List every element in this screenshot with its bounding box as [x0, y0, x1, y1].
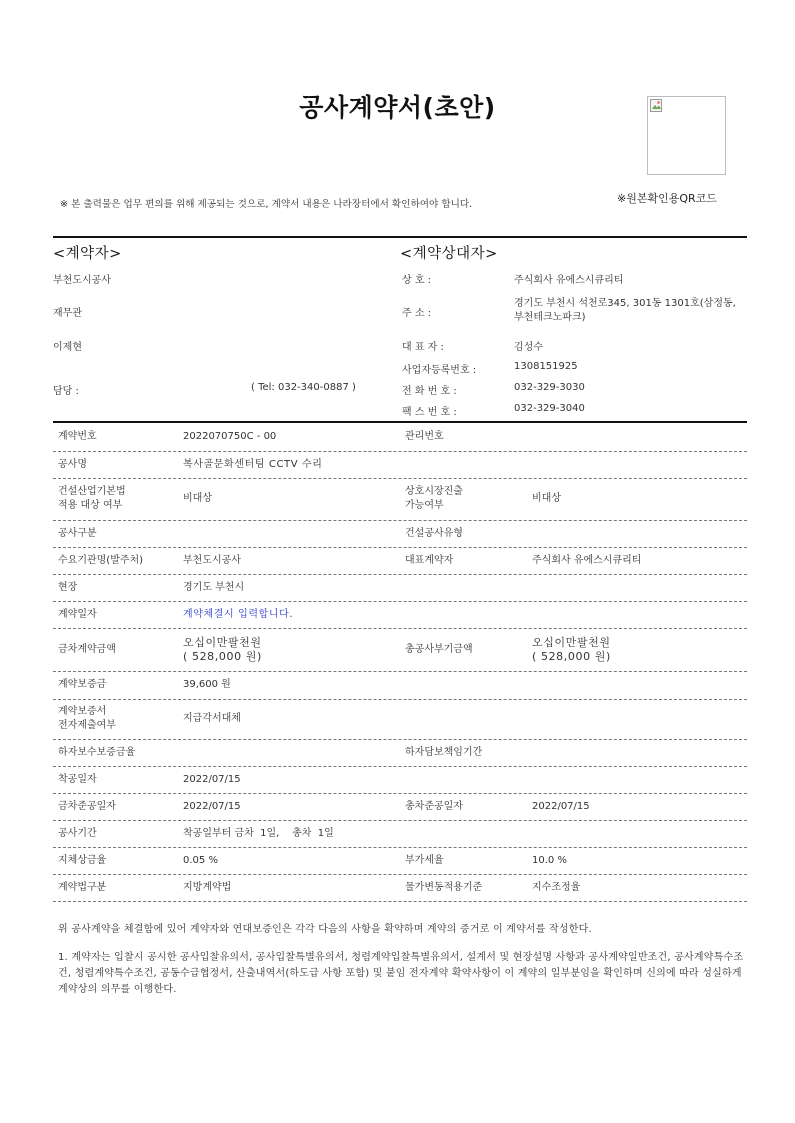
label-construction-act: 건설산업기본법 적용 대상 여부	[58, 486, 126, 511]
value-lead-contractor: 주식회사 유에스시큐리티	[532, 554, 642, 566]
label-defect-liability-period: 하자담보책임기간	[405, 746, 483, 758]
label-vat-rate: 부가세율	[405, 854, 444, 866]
label-start-date: 착공일자	[58, 773, 97, 785]
label-contract-no: 계약번호	[58, 431, 97, 442]
value-construction-type	[183, 521, 388, 546]
value-construction-category	[532, 521, 742, 546]
qr-code-image	[647, 96, 726, 175]
value-defect-liability-period	[532, 740, 742, 765]
section-mid-rule	[53, 421, 747, 423]
contractor-tel: ( Tel: 032-340-0887 )	[251, 382, 356, 393]
value-start-date: 2022/07/15	[183, 773, 241, 785]
value-vat-rate: 10.0 %	[532, 854, 567, 866]
value-contract-deposit: 39,600 원	[183, 679, 231, 690]
value-construction-period: 착공일부터 금차 1일, 총차 1일	[183, 827, 334, 839]
contractor-name: 이제현	[53, 342, 82, 353]
value-total-completion-date: 2022/07/15	[532, 800, 590, 812]
label-current-completion-date: 금차준공일자	[58, 800, 116, 812]
counterparty-phone: 032-329-3030	[514, 382, 585, 393]
value-price-adjustment-basis: 지수조정율	[532, 881, 581, 893]
label-contract-deposit: 계약보증금	[58, 679, 107, 690]
label-market-entry: 상호시장진출 가능여부	[405, 486, 463, 511]
value-management-no	[532, 424, 742, 450]
value-total-amount: 오십이만팔천원 ( 528,000 원)	[532, 635, 611, 663]
value-current-amount: 오십이만팔천원 ( 528,000 원)	[183, 635, 262, 663]
value-demand-agency: 부천도시공사	[183, 554, 241, 566]
label-defect-deposit-rate: 하자보수보증금율	[58, 746, 136, 758]
value-delay-penalty-rate: 0.05 %	[183, 854, 218, 866]
value-contract-law: 지방계약법	[183, 881, 232, 893]
value-guarantee-submission: 지급각서대체	[183, 713, 241, 724]
label-delay-penalty-rate: 지체상금율	[58, 854, 107, 866]
value-contract-date: 계약체결시 입력합니다.	[183, 608, 294, 620]
contract-intro-paragraph: 위 공사계약을 체결함에 있어 계약자와 연대보증인은 각각 다음의 사항을 확약하며 계약의 증거로 이 계약서를 작성한다.	[58, 924, 592, 935]
value-contract-no: 2022070750C - 00	[183, 431, 277, 442]
contract-clause-1: 1. 계약자는 입찰시 공시한 공사입찰유의서, 공사입찰특별유의서, 청렴계약입찰특별유의서, 설계서 및 현장설명 사항과 공사계약일반조건, 공사계약특수조건, 청렴계약특수조건, 공동수급협정서, 산출내역서(하도급 사항 포함) 및 붙임 전자계약 확약사항이 이 계약의 일부분임을 확인하며 신의에 따라 성실하게 계약상의 의무를 이행한다.	[58, 952, 744, 995]
counterparty-label-ceo: 대 표 자 :	[402, 342, 444, 353]
label-construction-type: 공사구분	[58, 527, 97, 539]
counterparty-heading: <계약상대자>	[400, 246, 498, 262]
label-contract-date: 계약일자	[58, 608, 97, 620]
label-site: 현장	[58, 581, 78, 593]
value-defect-deposit-rate	[183, 740, 388, 765]
label-demand-agency: 수요기관명(발주처)	[58, 554, 144, 566]
label-lead-contractor: 대표계약자	[405, 554, 454, 566]
counterparty-address: 경기도 부천시 석천로345, 301동 1301호(삼정동, 부천테크노파크)	[514, 298, 736, 323]
label-total-completion-date: 총차준공일자	[405, 800, 463, 812]
counterparty-label-phone: 전 화 번 호 :	[402, 386, 457, 397]
section-top-rule	[53, 236, 747, 238]
label-price-adjustment-basis: 물가변동적용기준	[405, 881, 483, 893]
label-construction-category: 건설공사유형	[405, 527, 463, 539]
print-notice: ※ 본 출력물은 업무 편의를 위해 제공되는 것으로, 계약서 내용은 나라장터에서 확인하여야 합니다.	[60, 199, 473, 210]
counterparty-company: 주식회사 유에스시큐리티	[514, 275, 624, 286]
label-project-name: 공사명	[58, 458, 87, 470]
counterparty-ceo: 김성수	[514, 342, 543, 353]
value-current-completion-date: 2022/07/15	[183, 800, 241, 812]
value-market-entry: 비대상	[532, 493, 561, 504]
document-title: 공사계약서(초안)	[299, 93, 496, 122]
label-management-no: 관리번호	[405, 431, 444, 442]
label-total-amount: 총공사부기금액	[405, 643, 473, 655]
contractor-org: 부천도시공사	[53, 275, 111, 286]
label-current-amount: 금차계약금액	[58, 643, 116, 655]
counterparty-label-bizno: 사업자등록번호 :	[402, 365, 477, 376]
label-construction-period: 공사기간	[58, 827, 97, 839]
row-divider	[53, 901, 747, 902]
contractor-manager-label: 담당 :	[53, 386, 79, 397]
contractor-heading: <계약자>	[53, 246, 122, 262]
counterparty-label-company: 상 호 :	[402, 275, 432, 286]
counterparty-bizno: 1308151925	[514, 361, 578, 372]
label-guarantee-submission: 계약보증서 전자제출여부	[58, 706, 116, 731]
counterparty-label-address: 주 소 :	[402, 308, 432, 319]
counterparty-label-fax: 팩 스 번 호 :	[402, 407, 457, 418]
qr-code-label: ※원본확인용QR코드	[617, 192, 717, 205]
broken-image-icon	[650, 99, 664, 113]
value-construction-act: 비대상	[183, 493, 212, 504]
contractor-officer: 재무관	[53, 308, 82, 319]
value-site: 경기도 부천시	[183, 581, 245, 593]
label-contract-law: 계약법구분	[58, 881, 107, 893]
counterparty-fax: 032-329-3040	[514, 403, 585, 414]
value-project-name: 복사골문화센터팀 CCTV 수리	[183, 458, 323, 470]
